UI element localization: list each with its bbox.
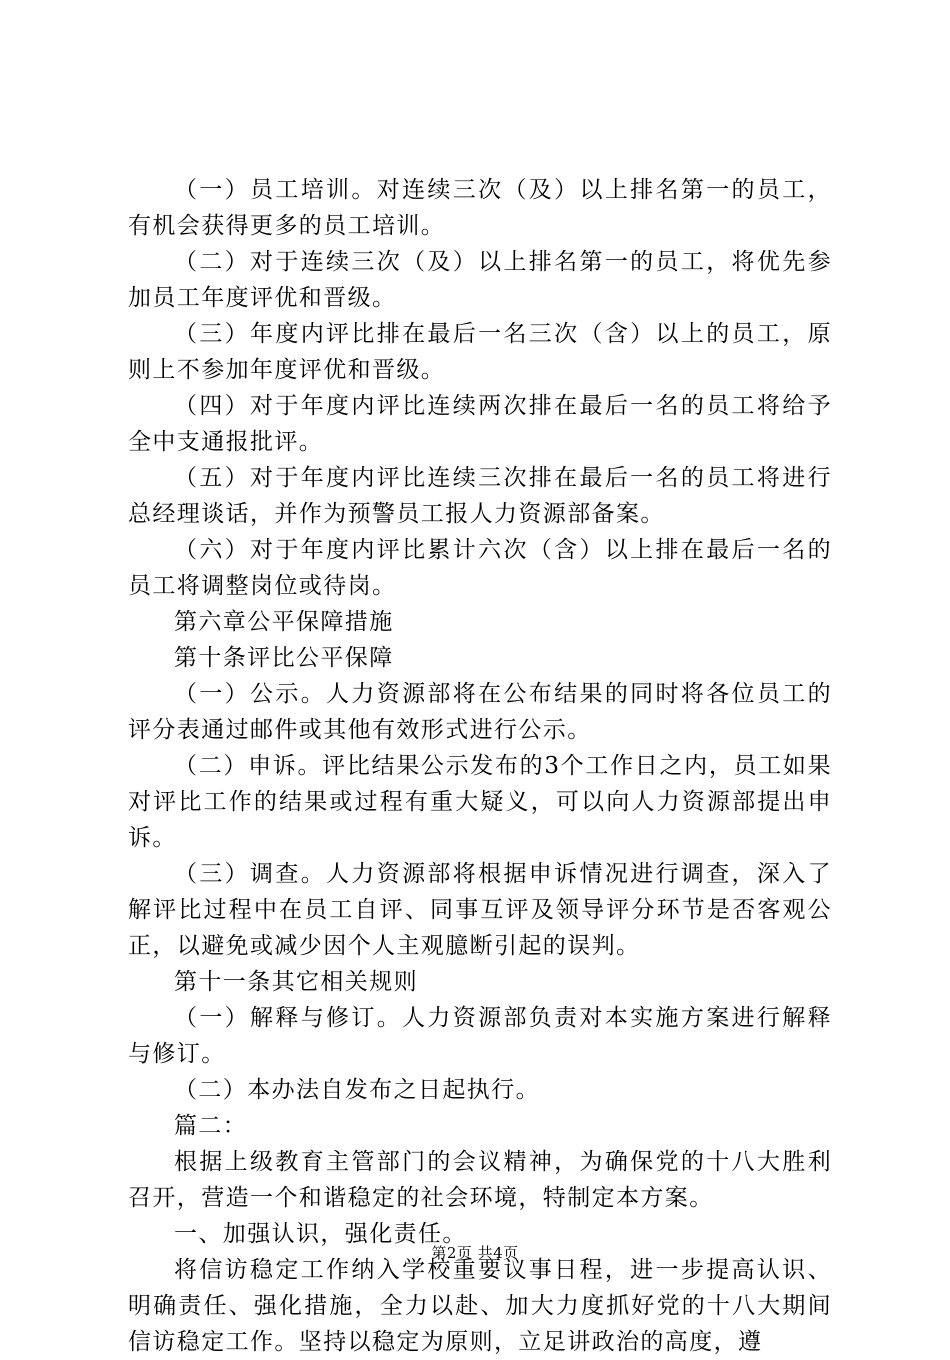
chapter-heading: 第六章公平保障措施 [174,609,394,635]
paragraph-item-5: （五）对于年度内评比连续三次排在最后一名的员工将进行总经理谈话，并作为预警员工报人力资源部备案。 [128,465,832,527]
paragraph-body: 将信访稳定工作纳入学校重要议事日程，进一步提高认识、明确责任、强化措施，全力以赴、加大力度抓好党的十八大期间信访稳定工作。坚持以稳定为原则，立足讲政治的高度，遵 [128,1257,832,1355]
paragraph-intro: 根据上级教育主管部门的会议精神，为确保党的十八大胜利召开，营造一个和谐稳定的社会环境，特制定本方案。 [128,1149,832,1211]
article-heading-10: 第十条评比公平保障 [174,645,394,671]
section-heading-one: 一、加强认识，强化责任。 [174,1221,467,1247]
paragraph-item-interpretation: （一）解释与修订。人力资源部负责对本实施方案进行解释与修订。 [128,1005,832,1067]
paragraph-item-appeal: （二）申诉。评比结果公示发布的3个工作日之内，员工如果对评比工作的结果或过程有重大疑义，可以向人力资源部提出申诉。 [128,753,832,851]
document-body [128,172,832,1360]
paragraph-item-investigation: （三）调查。人力资源部将根据申诉情况进行调查，深入了解评比过程中在员工自评、同事互评及领导评分环节是否客观公正，以避免或减少因个人主观臆断引起的误判。 [128,861,832,959]
paragraph-item-effective: （二）本办法自发布之日起执行。 [174,1077,540,1103]
paragraph-item-1: （一）员工培训。对连续三次（及）以上排名第一的员工，有机会获得更多的员工培训。 [128,177,832,239]
paragraph-item-2: （二）对于连续三次（及）以上排名第一的员工，将优先参加员工年度评优和晋级。 [128,249,832,311]
paragraph-item-publicity: （一）公示。人力资源部将在公布结果的同时将各位员工的评分表通过邮件或其他有效形式进行公示。 [128,681,832,743]
paragraph-item-6: （六）对于年度内评比累计六次（含）以上排在最后一名的员工将调整岗位或待岗。 [128,537,832,599]
paragraph-item-4: （四）对于年度内评比连续两次排在最后一名的员工将给予全中支通报批评。 [128,393,832,455]
section-heading-part-two: 篇二： [174,1113,248,1139]
paragraph-item-3: （三）年度内评比排在最后一名三次（含）以上的员工，原则上不参加年度评优和晋级。 [128,321,832,383]
page-number-footer: 第2页 共4页 [431,1244,519,1262]
article-heading-11: 第十一条其它相关规则 [174,969,418,995]
